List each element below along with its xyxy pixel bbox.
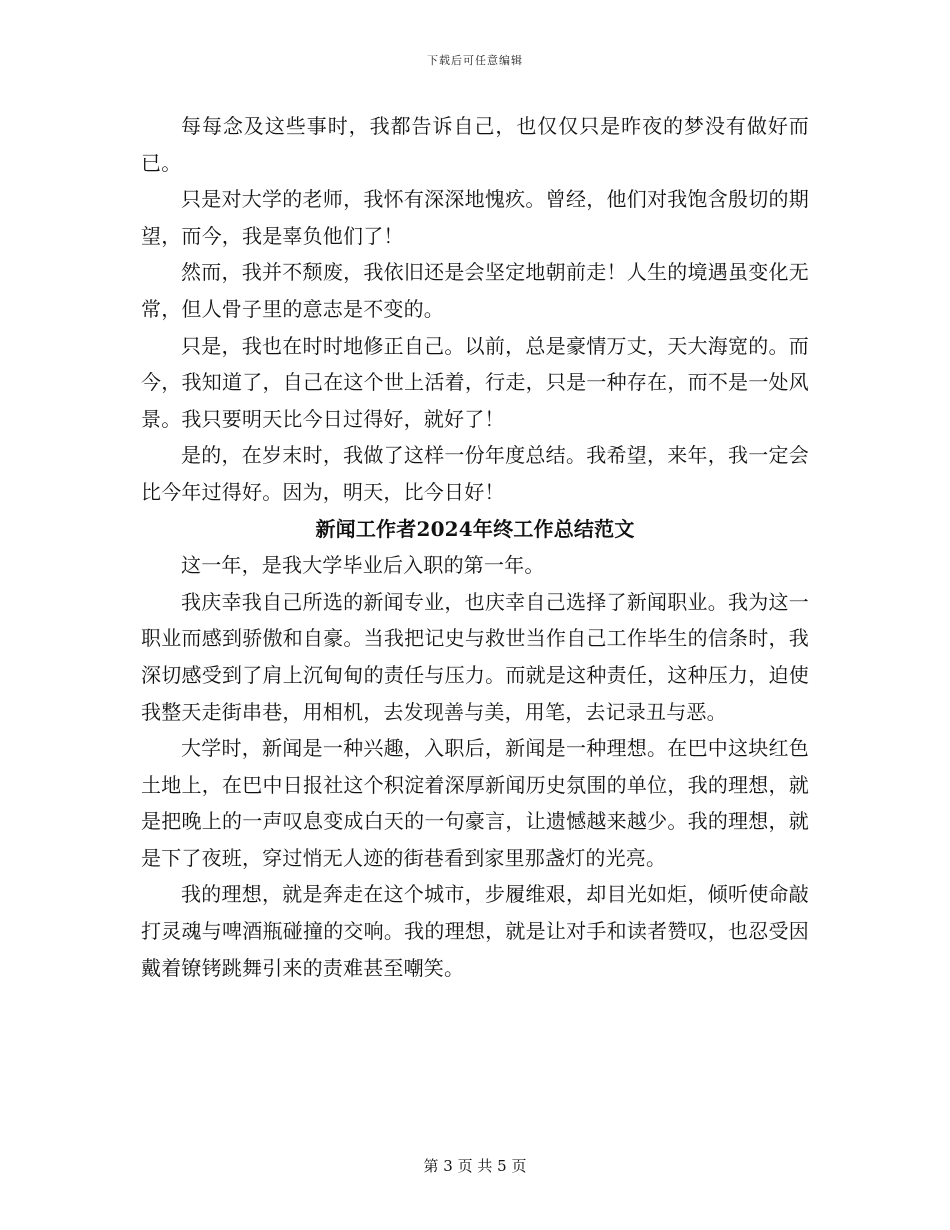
paragraph: 只是，我也在时时地修正自己。以前，总是豪情万丈，天大海宽的。而今，我知道了，自己在这个世上活着，行走，只是一种存在，而不是一处风景。我只要明天比今日过得好，就好了！: [141, 333, 809, 431]
page-header: 下载后可任意编辑: [427, 54, 523, 67]
document-body: [141, 108, 809, 986]
paragraph: 只是对大学的老师，我怀有深深地愧疚。曾经，他们对我饱含殷切的期望，而今，我是辜负他们了！: [141, 187, 809, 248]
paragraph: 我的理想，就是奔走在这个城市，步履维艰，却目光如炬，倾听使命敲打灵魂与啤酒瓶碰撞的交响。我的理想，就是让对手和读者赞叹，也忍受因戴着镣铐跳舞引来的责难甚至嘲笑。: [141, 882, 809, 980]
page-number: 第 3 页 共 5 页: [423, 1157, 527, 1175]
section-heading: 新闻工作者2024年终工作总结范文: [315, 516, 635, 541]
paragraph: 每每念及这些事时，我都告诉自己，也仅仅只是昨夜的梦没有做好而已。: [141, 114, 809, 175]
paragraph: 大学时，新闻是一种兴趣，入职后，新闻是一种理想。在巴中这块红色土地上，在巴中日报社这个积淀着深厚新闻历史氛围的单位，我的理想，就是把晚上的一声叹息变成白天的一句豪言，让遗憾越来越少。我的理想，就是下了夜班，穿过悄无人迹的街巷看到家里那盏灯的光亮。: [141, 736, 809, 870]
paragraph: 这一年，是我大学毕业后入职的第一年。: [181, 553, 545, 578]
paragraph: 是的，在岁末时，我做了这样一份年度总结。我希望，来年，我一定会比今年过得好。因为，明天，比今日好！: [141, 443, 809, 504]
paragraph: 我庆幸我自己所选的新闻专业，也庆幸自己选择了新闻职业。我为这一职业而感到骄傲和自豪。当我把记史与救世当作自己工作毕生的信条时，我深切感受到了肩上沉甸甸的责任与压力。而就是这种责任，这种压力，迫使我整天走街串巷，用相机，去发现善与美，用笔，去记录丑与恶。: [141, 589, 809, 724]
paragraph: 然而，我并不颓废，我依旧还是会坚定地朝前走！人生的境遇虽变化无常，但人骨子里的意志是不变的。: [141, 260, 809, 321]
